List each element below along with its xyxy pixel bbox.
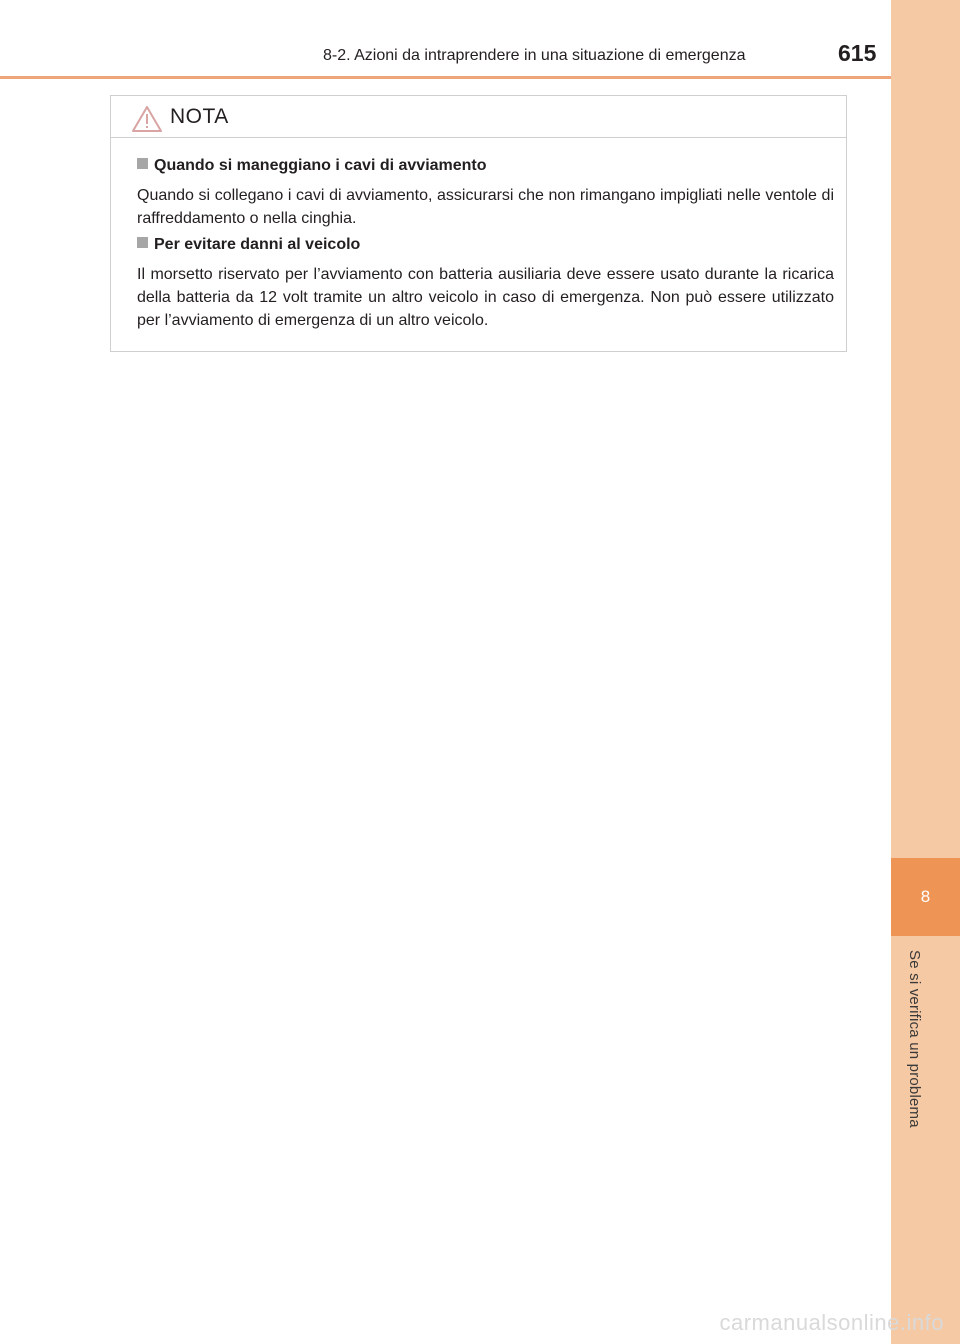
item-text-damage: Il morsetto riservato per l’avviamento con batteria ausiliaria deve essere usato durante la ricarica della batteria da 12 volt tramite un altro veicolo in caso di emergenza. Non può essere utilizzato per l’avviamento di emergenza di un altro veicolo. [137, 266, 834, 329]
warning-triangle-icon [131, 105, 163, 133]
chapter-number: 8 [920, 887, 931, 906]
page-number: 615 [838, 40, 877, 66]
chapter-tab [891, 858, 960, 936]
chapter-title: Se si verifica un problema [906, 950, 923, 1128]
item-heading-text: Quando si maneggiano i cavi di avviamento [154, 157, 487, 174]
side-tab [891, 0, 960, 1344]
bullet-square-icon [137, 237, 148, 248]
item-heading-cables [137, 157, 487, 175]
note-header [111, 96, 846, 138]
section-title: 8-2. Azioni da intraprendere in una situazione di emergenza [323, 47, 746, 64]
item-heading-text: Per evitare danni al veicolo [154, 236, 361, 253]
item-text-cables: Quando si collegano i cavi di avviamento, assicurarsi che non rimangano impigliati nelle ventole di raffreddamento o nella cinghia. [137, 187, 834, 227]
note-label: NOTA [170, 105, 229, 128]
note-box [110, 95, 847, 352]
bullet-square-icon [137, 158, 148, 169]
item-heading-damage [137, 236, 360, 254]
watermark: carmanualsonline.info [719, 1310, 944, 1335]
header-divider [0, 76, 891, 79]
